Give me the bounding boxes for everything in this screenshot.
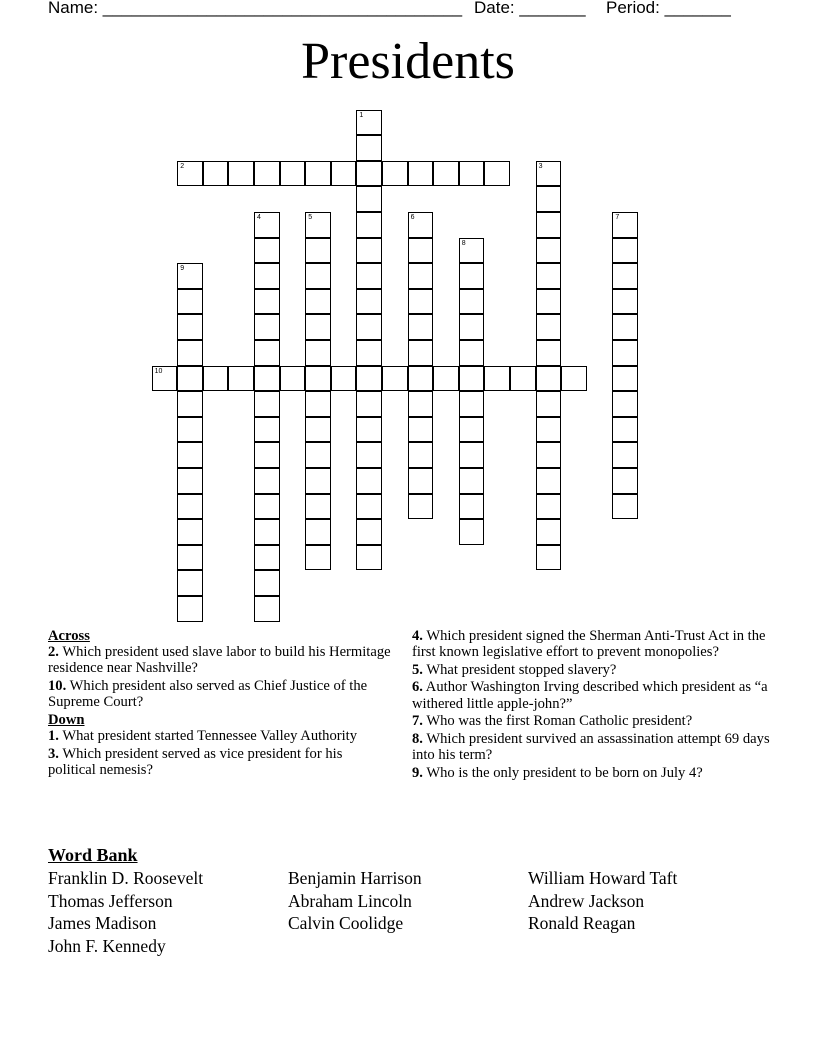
crossword-cell[interactable] [356,110,382,136]
clue-number-label: 9 [180,265,185,273]
crossword-cell[interactable] [305,417,331,443]
crossword-cell[interactable] [356,238,382,264]
word-bank-item: John F. Kennedy [48,935,166,956]
crossword-cell[interactable] [177,417,203,443]
name-field[interactable]: Name: ______________________________________ [48,0,463,17]
clue-down-6 [412,679,772,711]
crossword-cell[interactable] [536,340,562,366]
crossword-cell[interactable] [408,391,434,417]
crossword-cell[interactable] [536,238,562,264]
crossword-cell[interactable] [408,289,434,315]
crossword-cell[interactable] [408,340,434,366]
crossword-cell[interactable] [177,570,203,596]
crossword-cell[interactable] [536,263,562,289]
crossword-cell[interactable] [305,238,331,264]
crossword-cell[interactable] [484,161,510,187]
crossword-cell[interactable] [459,391,485,417]
crossword-cell[interactable] [305,340,331,366]
clue-down-9 [412,765,772,781]
crossword-cell[interactable] [254,494,280,520]
crossword-cell[interactable] [356,161,382,187]
clue-number-label: 8 [461,239,466,247]
clue-across-10 [48,678,393,710]
word-bank-item: James Madison [48,913,157,934]
crossword-cell[interactable] [356,366,382,392]
crossword-cell[interactable] [612,238,638,264]
clue-text: What president stopped slavery? [426,661,617,678]
crossword-cell[interactable] [254,391,280,417]
word-bank-title: Word Bank [48,845,138,865]
crossword-cell[interactable] [612,366,638,392]
crossword-cell[interactable] [305,519,331,545]
crossword-cell[interactable] [254,212,280,238]
crossword-cell[interactable] [433,366,459,392]
crossword-cell[interactable] [408,468,434,494]
crossword-cell[interactable] [356,135,382,161]
clue-text: Which president also served as Chief Justice of the Supreme Court? [48,678,368,711]
clue-text: Who is the only president to be born on July 4? [426,764,703,781]
crossword-cell[interactable] [536,442,562,468]
crossword-cell[interactable] [459,238,485,264]
clue-number: 9. [412,764,423,781]
crossword-cell[interactable] [356,545,382,571]
crossword-cell[interactable] [177,366,203,392]
crossword-cell[interactable] [408,417,434,443]
crossword-cell[interactable] [356,468,382,494]
word-bank-item: Ronald Reagan [528,913,636,934]
crossword-cell[interactable] [459,519,485,545]
crossword-cell[interactable] [356,186,382,212]
crossword-cell[interactable] [408,314,434,340]
crossword-cell[interactable] [408,161,434,187]
crossword-cell[interactable] [612,494,638,520]
crossword-cell[interactable] [459,289,485,315]
crossword-cell[interactable] [177,519,203,545]
word-bank-column-2 [288,867,422,935]
word-bank-column-3 [528,867,677,935]
crossword-cell[interactable] [305,263,331,289]
crossword-cell[interactable] [536,391,562,417]
crossword-cell[interactable] [305,366,331,392]
crossword-cell[interactable] [305,391,331,417]
crossword-cell[interactable] [228,366,254,392]
crossword-cell[interactable] [177,468,203,494]
crossword-cell[interactable] [177,545,203,571]
clues-left-column [48,628,393,779]
crossword-cell[interactable] [305,212,331,238]
word-bank-item: Franklin D. Roosevelt [48,868,204,888]
clue-across-2 [48,644,393,676]
crossword-cell[interactable] [612,468,638,494]
clue-number-label: 2 [180,162,185,170]
crossword-cell[interactable] [612,314,638,340]
crossword-cell[interactable] [331,366,357,392]
crossword-cell[interactable] [305,494,331,520]
crossword-cell[interactable] [612,391,638,417]
crossword-cell[interactable] [305,442,331,468]
crossword-cell[interactable] [254,366,280,392]
crossword-cell[interactable] [536,289,562,315]
crossword-cell[interactable] [536,186,562,212]
crossword-cell[interactable] [203,366,229,392]
crossword-cell[interactable] [536,212,562,238]
crossword-cell[interactable] [612,263,638,289]
crossword-cell[interactable] [536,545,562,571]
clues-right-column [412,628,772,782]
crossword-cell[interactable] [536,417,562,443]
crossword-cell[interactable] [356,340,382,366]
period-field[interactable]: Period: _______ [606,0,731,17]
crossword-cell[interactable] [382,366,408,392]
crossword-cell[interactable] [254,340,280,366]
clue-number: 2. [48,644,59,661]
crossword-cell[interactable] [177,340,203,366]
crossword-cell[interactable] [408,212,434,238]
clue-number-label: 3 [538,162,543,170]
crossword-cell[interactable] [356,519,382,545]
crossword-cell[interactable] [305,314,331,340]
crossword-cell[interactable] [612,417,638,443]
word-bank-item: William Howard Taft [528,868,678,888]
crossword-cell[interactable] [536,519,562,545]
crossword-cell[interactable] [536,161,562,187]
crossword-cell[interactable] [484,366,510,392]
clue-text: What president started Tennessee Valley Authority [62,728,358,744]
crossword-cell[interactable] [356,289,382,315]
crossword-cell[interactable] [203,161,229,187]
crossword-cell[interactable] [177,289,203,315]
crossword-cell[interactable] [254,570,280,596]
clue-down-1 [48,728,393,744]
crossword-cell[interactable] [305,161,331,187]
crossword-cell[interactable] [228,161,254,187]
word-bank-item: Thomas Jefferson [48,890,173,911]
word-bank-column-1 [48,867,203,957]
clue-number: 10. [48,678,67,694]
crossword-cell[interactable] [612,289,638,315]
crossword-cell[interactable] [408,263,434,289]
crossword-cell[interactable] [459,494,485,520]
crossword-cell[interactable] [612,212,638,238]
crossword-cell[interactable] [177,263,203,289]
clue-text: Which president survived an assassination attempt 69 days into his term? [412,730,770,763]
crossword-cell[interactable] [254,468,280,494]
clue-down-8 [412,731,772,763]
crossword-cell[interactable] [459,340,485,366]
crossword-cell[interactable] [254,238,280,264]
crossword-cell[interactable] [408,494,434,520]
clue-number-label: 5 [308,214,313,221]
crossword-cell[interactable] [459,366,485,392]
crossword-cell[interactable] [382,161,408,187]
clue-text: Which president signed the Sherman Anti-Trust Act in the first known legislative effort to prevent monopolies? [412,628,766,661]
crossword-cell[interactable] [408,366,434,392]
crossword-cell[interactable] [612,340,638,366]
clue-number-label: 1 [359,111,364,119]
crossword-cell[interactable] [536,494,562,520]
word-bank-item: Abraham Lincoln [288,890,412,911]
crossword-cell[interactable] [177,314,203,340]
clue-number-label: 7 [615,214,620,221]
header-fields [48,0,768,20]
crossword-cell[interactable] [510,366,536,392]
crossword-cell[interactable] [331,161,357,187]
crossword-cell[interactable] [561,366,587,392]
page-title: Presidents [301,33,515,90]
date-field[interactable]: Date: _______ [474,0,586,17]
crossword-cell[interactable] [433,161,459,187]
crossword-cell[interactable] [254,314,280,340]
crossword-cell[interactable] [254,519,280,545]
crossword-cell[interactable] [177,596,203,622]
crossword-cell[interactable] [408,238,434,264]
crossword-cell[interactable] [459,417,485,443]
clue-number: 5. [412,661,423,678]
clue-number: 8. [412,730,423,747]
crossword-cell[interactable] [177,391,203,417]
crossword-cell[interactable] [408,442,434,468]
crossword-cell[interactable] [356,263,382,289]
crossword-cell[interactable] [536,366,562,392]
crossword-cell[interactable] [152,366,178,392]
word-bank-item: Calvin Coolidge [288,913,404,934]
crossword-cell[interactable] [612,442,638,468]
clue-number-label: 4 [257,214,261,221]
crossword-cell[interactable] [356,494,382,520]
crossword-cell[interactable] [356,212,382,238]
clue-text: Which president used slave labor to build his Hermitage residence near Nashville? [48,644,391,677]
crossword-cell[interactable] [305,468,331,494]
clue-text: Author Washington Irving described which president as “a withered little apple-john?” [412,679,768,712]
crossword-cell[interactable] [177,442,203,468]
crossword-cell[interactable] [254,545,280,571]
crossword-cell[interactable] [177,161,203,187]
crossword-cell[interactable] [254,417,280,443]
clue-number: 4. [412,628,423,644]
crossword-cell[interactable] [254,442,280,468]
clue-text: Which president served as vice president for his political nemesis? [48,745,343,778]
clue-down-7 [412,713,772,729]
crossword-cell[interactable] [254,161,280,187]
crossword-cell[interactable] [280,366,306,392]
crossword-cell[interactable] [254,263,280,289]
crossword-cell[interactable] [356,391,382,417]
crossword-cell[interactable] [459,161,485,187]
crossword-cell[interactable] [305,289,331,315]
clue-number-label: 10 [154,367,163,375]
clue-number: 7. [412,713,423,730]
down-heading: Down [48,711,85,728]
crossword-cell[interactable] [459,468,485,494]
clue-number-label: 6 [410,214,415,221]
crossword-cell[interactable] [177,494,203,520]
clue-number: 1. [48,728,59,744]
crossword-cell[interactable] [356,442,382,468]
crossword-cell[interactable] [536,314,562,340]
word-bank-item: Andrew Jackson [528,890,645,911]
crossword-cell[interactable] [356,417,382,443]
across-heading: Across [48,628,90,644]
clue-down-3 [48,746,393,778]
crossword-cell[interactable] [459,263,485,289]
crossword-cell[interactable] [459,442,485,468]
clue-down-4 [412,628,772,660]
crossword-cell[interactable] [305,545,331,571]
word-bank-item: Benjamin Harrison [288,868,422,888]
clue-number: 3. [48,745,59,762]
crossword-cell[interactable] [536,468,562,494]
clue-down-5 [412,662,772,678]
crossword-cell[interactable] [254,289,280,315]
clue-number: 6. [412,679,423,696]
crossword-cell[interactable] [459,314,485,340]
crossword-cell[interactable] [254,596,280,622]
crossword-cell[interactable] [356,314,382,340]
crossword-cell[interactable] [280,161,306,187]
clue-text: Who was the first Roman Catholic president? [426,713,693,730]
